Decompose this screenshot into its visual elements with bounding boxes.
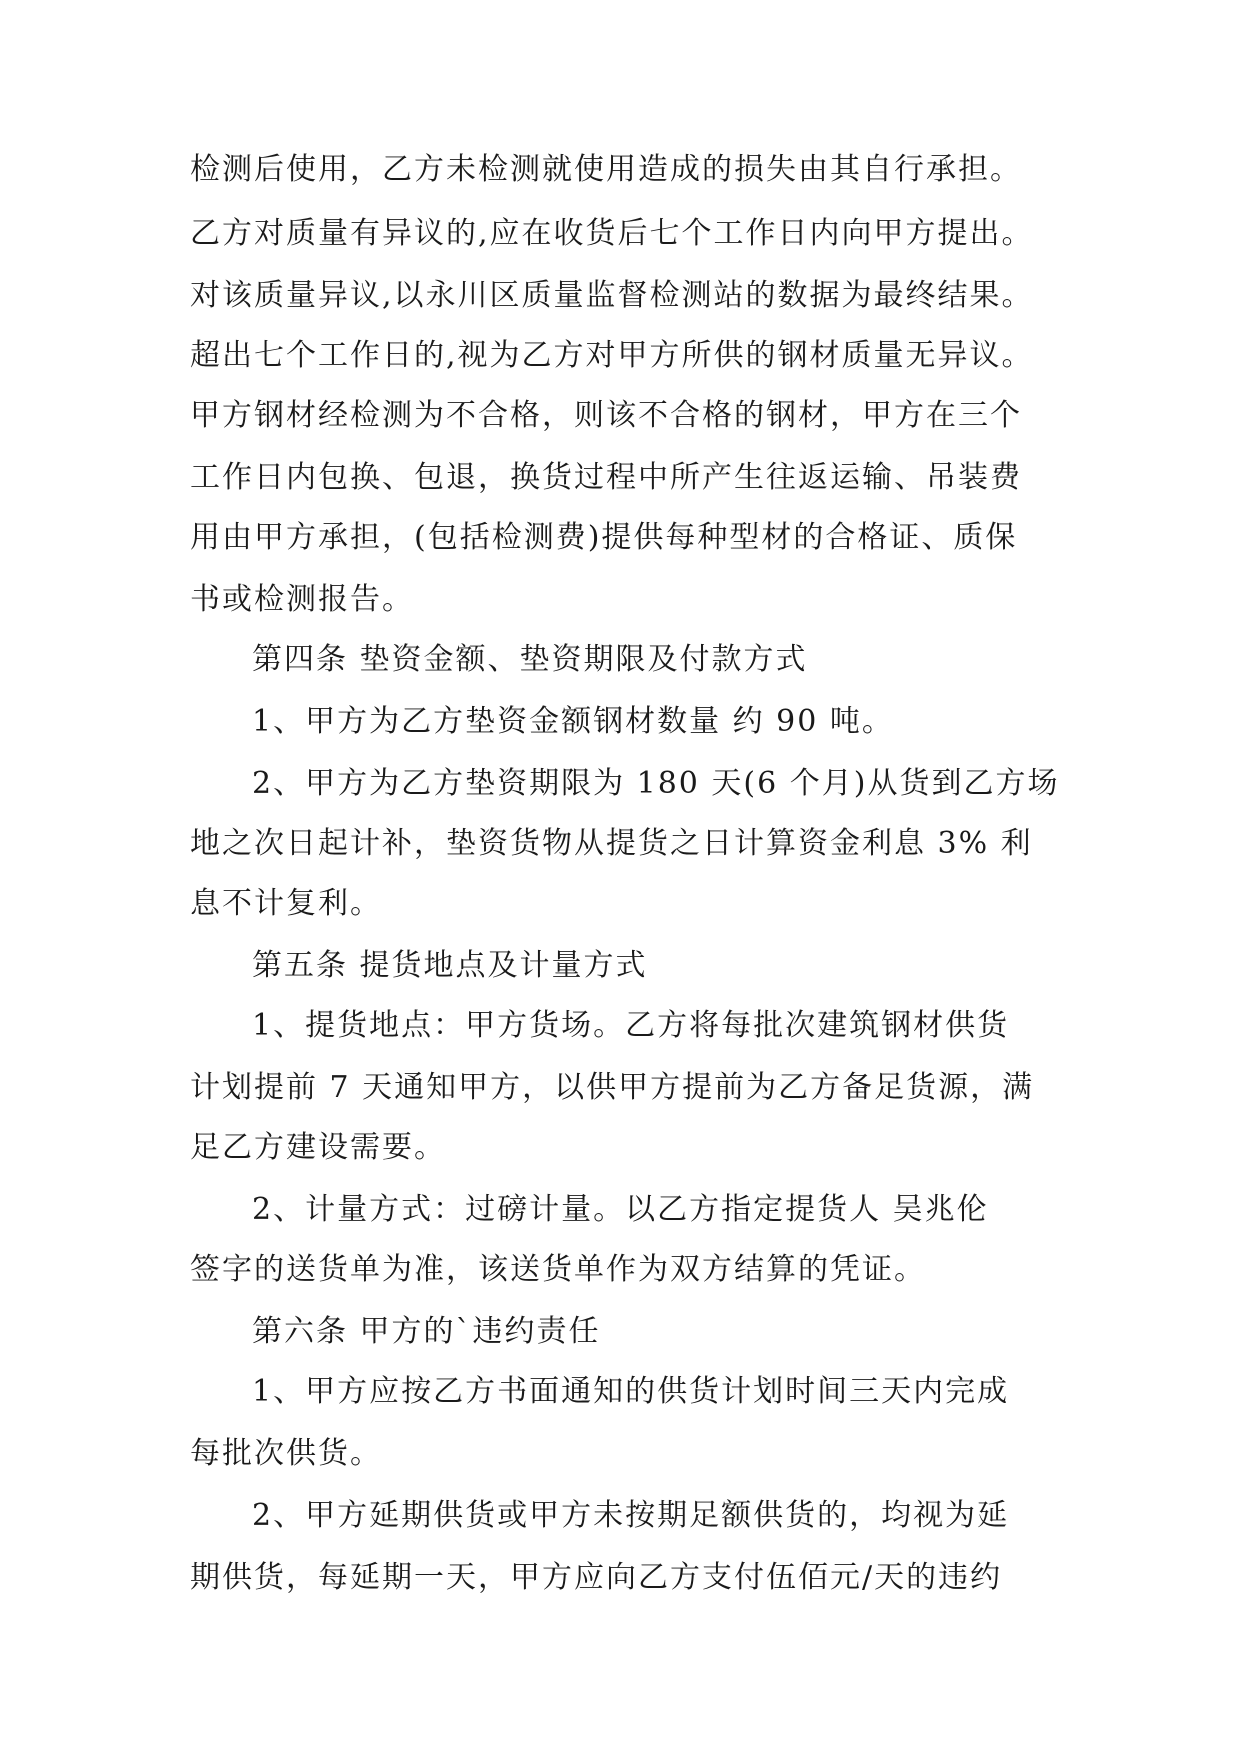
section-heading-article-6: 第六条 甲方的`违约责任 [252,1314,601,1349]
text-line-18: 2、计量方式：过磅计量。以乙方指定提货人 吴兆伦 [252,1192,989,1227]
text-line-4: 超出七个工作日的,视为乙方对甲方所供的钢材质量无异议。 [190,338,1034,373]
text-line-3: 对该质量异议,以永川区质量监督检测站的数据为最终结果。 [190,278,1034,313]
text-line-15: 1、提货地点：甲方货场。乙方将每批次建筑钢材供货 [252,1008,1010,1043]
text-line-7: 用由甲方承担，(包括检测费)提供每种型材的合格证、质保 [190,520,1018,555]
section-heading-article-4: 第四条 垫资金额、垫资期限及付款方式 [252,642,808,677]
text-line-22: 每批次供货。 [190,1436,382,1471]
text-line-1: 检测后使用，乙方未检测就使用造成的损失由其自行承担。 [190,152,1022,187]
text-line-5: 甲方钢材经检测为不合格，则该不合格的钢材，甲方在三个 [190,398,1022,433]
text-line-11: 2、甲方为乙方垫资期限为 180 天(6 个月)从货到乙方场 [252,766,1060,801]
text-line-2: 乙方对质量有异议的,应在收货后七个工作日内向甲方提出。 [190,216,1034,251]
text-line-19: 签字的送货单为准，该送货单作为双方结算的凭证。 [190,1252,926,1287]
text-line-17: 足乙方建设需要。 [190,1130,446,1165]
text-line-24: 期供货，每延期一天，甲方应向乙方支付伍佰元/天的违约 [190,1560,1003,1595]
section-heading-article-5: 第五条 提货地点及计量方式 [252,948,648,983]
text-line-13: 息不计复利。 [190,886,382,921]
text-line-6: 工作日内包换、包退，换货过程中所产生往返运输、吊装费 [190,460,1022,495]
text-line-23: 2、甲方延期供货或甲方未按期足额供货的，均视为延 [252,1498,1010,1533]
text-line-10: 1、甲方为乙方垫资金额钢材数量 约 90 吨。 [252,704,894,739]
text-line-16: 计划提前 7 天通知甲方，以供甲方提前为乙方备足货源，满 [190,1070,1035,1105]
text-line-8: 书或检测报告。 [190,582,414,617]
text-line-12: 地之次日起计补，垫资货物从提货之日计算资金利息 3% 利 [190,826,1033,861]
text-line-21: 1、甲方应按乙方书面通知的供货计划时间三天内完成 [252,1374,1010,1409]
